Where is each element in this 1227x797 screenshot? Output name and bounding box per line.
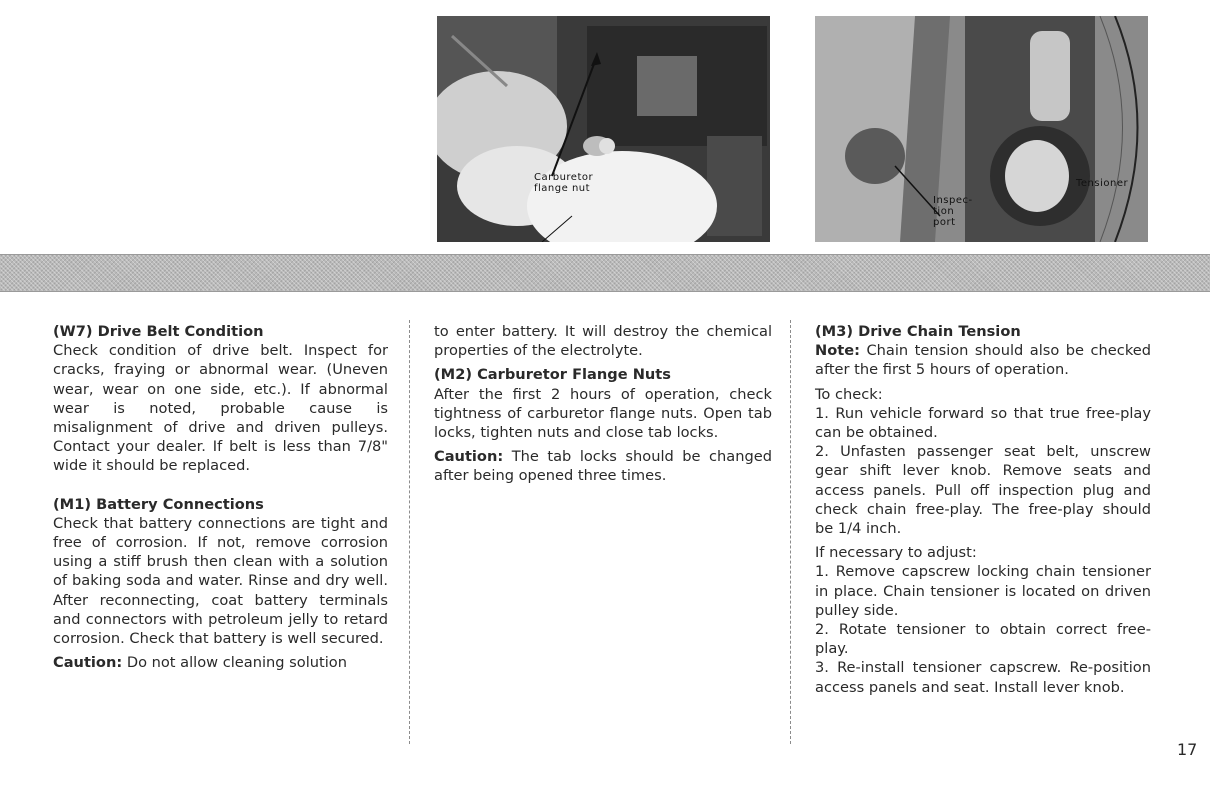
note-text: Chain tension should also be checked after the first 5 hours of operation. <box>815 342 1151 379</box>
decorative-band <box>0 254 1210 292</box>
carburetor-photo <box>437 16 770 242</box>
section-heading-m1: (M1) Battery Connections <box>53 495 264 513</box>
column-middle <box>434 322 772 486</box>
section-text-m1: Check that battery connections are tight and free of corrosion. If not, remove corrosion using a stiff brush then clean with a solution of baking soda and water. Rinse and dry well. After reconnecting, coat battery terminals and connectors with petroleum jelly to retard corrosion. Check that battery is well secured. <box>53 514 388 648</box>
check-step: 2. Unfasten passenger seat belt, unscrew gear shift lever knob. Remove seats and access panels. Pull off inspection plug and check chain free-play. The free-play should be 1/4 inch. <box>815 443 1151 538</box>
inspection-port-label: Inspec- tion port <box>933 195 973 228</box>
column-divider <box>790 320 791 744</box>
section-heading-w7: (W7) Drive Belt Condition <box>53 323 264 340</box>
note-label: Note: <box>815 342 860 360</box>
adjust-step: 1. Remove capscrew locking chain tensioner in place. Chain tensioner is located on driven pulley side. <box>815 563 1151 619</box>
caution-text: Do not allow cleaning solution <box>126 654 347 672</box>
continued-text: to enter battery. It will destroy the chemical properties of the electrolyte. <box>434 323 772 360</box>
section-heading-m3: (M3) Drive Chain Tension <box>815 323 1021 340</box>
adjust-intro: If necessary to adjust: <box>815 544 977 562</box>
note-paragraph <box>815 341 1151 379</box>
section-text-w7: Check condition of drive belt. Inspect for cracks, fraying or abnormal wear. (Uneven wear, wear on one side, etc.). If abnormal wear is noted, probable cause is misalignment of drive and driven pulleys. Contact your dealer. If belt is less than 7/8" wide it should be replaced. <box>53 342 388 475</box>
check-step: 1. Run vehicle forward so that true free-play can be obtained. <box>815 404 1151 442</box>
page-number: 17 <box>1177 740 1198 759</box>
column-divider <box>409 320 410 744</box>
caution-label: Caution: <box>434 448 504 466</box>
caution-paragraph <box>53 653 388 672</box>
column-right <box>815 322 1151 697</box>
caution-paragraph <box>434 447 772 485</box>
caution-label: Caution: <box>53 654 123 672</box>
section-heading-m2: (M2) Carburetor Flange Nuts <box>434 366 671 384</box>
column-left <box>53 322 388 672</box>
adjust-step: 3. Re-install tensioner capscrew. Re-position access panels and seat. Install lever knob. <box>815 659 1151 696</box>
check-intro: To check: <box>815 385 883 403</box>
caution-text: The tab locks should be changed after being opened three times. <box>434 448 773 485</box>
tensioner-label: Tensioner <box>1076 178 1129 189</box>
section-text-m2: After the first 2 hours of operation, check tightness of carburetor flange nuts. Open tab locks, tighten nuts and close tab locks. <box>434 385 772 442</box>
carburetor-flange-nut-label: Carburetor flange nut <box>534 172 594 194</box>
drive-chain-photo <box>815 16 1148 242</box>
adjust-step: 2. Rotate tensioner to obtain correct free-play. <box>815 621 1151 658</box>
